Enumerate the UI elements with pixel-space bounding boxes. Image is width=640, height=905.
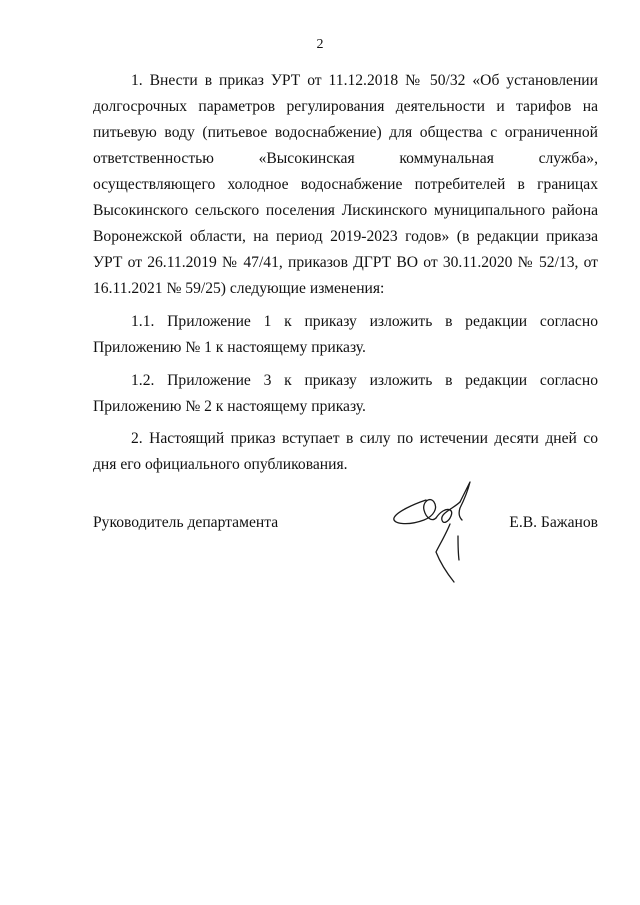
handwritten-signature-icon <box>388 478 488 588</box>
signatory-position: Руководитель департамента <box>93 514 279 531</box>
signatory-name: Е.В. Бажанов <box>509 514 598 531</box>
paragraph-item-2: 2. Настоящий приказ вступает в силу по истечении десяти дней со дня его официального опубликования. <box>93 430 598 473</box>
page-number: 2 <box>316 37 324 52</box>
paragraph-item-1-1: 1.1. Приложение 1 к приказу изложить в редакции согласно Приложению № 1 к настоящему приказу. <box>93 313 598 356</box>
paragraph-item-1: 1. Внести в приказ УРТ от 11.12.2018 № 50/32 «Об установлении долгосрочных параметров регулирования деятельности и тарифов на питьевую воду (питьевое водоснабжение) для общества с ограниченной ответственностью «Высокинская коммунальная служба», осуществляющего холодное водоснабжение потребителей в границах Высокинского сельского поселения Лискинского муниципального района Воронежской области, на период 2019-2023 годов» (в редакции приказа УРТ от 26.11.2019 № 47/41, приказов ДГРТ ВО от 30.11.2020 № 52/13, от 16.11.2021 № 59/25) следующие изменения: <box>93 72 598 297</box>
paragraph-item-1-2: 1.2. Приложение 3 к приказу изложить в редакции согласно Приложению № 2 к настоящему приказу. <box>93 372 598 415</box>
signature-block <box>93 510 598 536</box>
document-body <box>93 68 598 478</box>
